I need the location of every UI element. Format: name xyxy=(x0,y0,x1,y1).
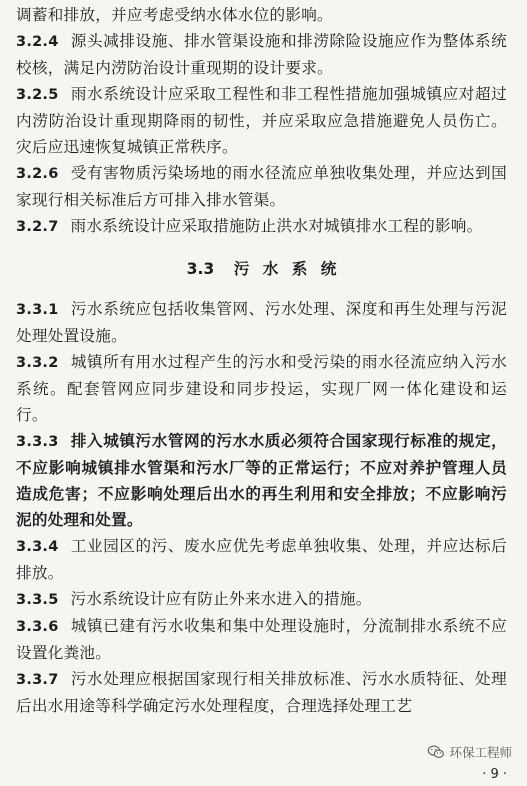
clause-paragraph xyxy=(16,2,507,28)
wechat-icon xyxy=(427,745,445,759)
clause-text: 雨水系统设计应采取工程性和非工程性措施加强城镇应对超过内涝防治设计重现期降雨的韧性，并应采取应急措施避免人员伤亡。灾后应迅速恢复城镇正常秩序。 xyxy=(16,85,507,156)
clause-text: 工业园区的污、废水应优先考虑单独收集、处理，并应达标后排放。 xyxy=(16,537,507,582)
watermark-text: 环保工程师 xyxy=(449,745,512,760)
clause-number: 3.3.4 xyxy=(16,539,59,555)
clause-number: 3.2.4 xyxy=(16,34,59,50)
clause-text: 受有害物质污染场地的雨水径流应单独收集处理，并应达到国家现行相关标准后方可排入排水管渠。 xyxy=(16,164,507,209)
clause-paragraph xyxy=(16,666,507,719)
clause-text: 雨水系统设计应采取措施防止洪水对城镇排水工程的影响。 xyxy=(70,217,483,235)
clause-text: 源头减排设施、排水管渠设施和排涝除险设施应作为整体系统校核，满足内涝防治设计重现期的设计要求。 xyxy=(16,32,507,77)
clause-text: 污水系统应包括收集管网、污水处理、深度和再生处理与污泥处理处置设施。 xyxy=(16,300,507,345)
clause-paragraph xyxy=(16,428,507,533)
clause-text: 污水系统设计应有防止外来水进入的措施。 xyxy=(70,590,372,608)
section-3-3-body xyxy=(0,296,527,719)
clause-text: 城镇已建有污水收集和集中处理设施时，分流制排水系统不应设置化粪池。 xyxy=(16,617,507,662)
clause-number: 3.3.6 xyxy=(16,619,59,635)
clause-text: 排入城镇污水管网的污水水质必须符合国家现行标准的规定，不应影响城镇排水管渠和污水厂等的正常运行；不应对养护管理人员造成危害；不应影响处理后出水的再生利用和安全排放；不应影响污泥的处理和处置。 xyxy=(16,431,507,529)
clause-number: 3.2.7 xyxy=(16,219,59,235)
section-3-2-continued xyxy=(0,0,527,240)
clause-number: 3.2.5 xyxy=(16,87,59,103)
clause-paragraph xyxy=(16,586,507,613)
clause-paragraph xyxy=(16,28,507,81)
clause-number: 3.2.6 xyxy=(16,166,59,182)
section-number: 3.3 xyxy=(186,260,215,278)
clause-number: 3.3.7 xyxy=(16,672,59,688)
clause-paragraph xyxy=(16,296,507,349)
clause-paragraph xyxy=(16,213,507,240)
clause-text: 调蓄和排放，并应考虑受纳水体水位的影响。 xyxy=(16,6,333,24)
clause-text: 污水处理应根据国家现行相关排放标准、污水水质特征、处理后出水用途等科学确定污水处理程度，合理选择处理工艺 xyxy=(16,670,507,715)
watermark xyxy=(424,742,515,762)
clause-text: 城镇所有用水过程产生的污水和受污染的雨水径流应纳入污水系统。配套管网应同步建设和同步投运，实现厂网一体化建设和运行。 xyxy=(16,353,507,424)
clause-paragraph xyxy=(16,613,507,666)
section-heading xyxy=(0,256,527,282)
clause-number: 3.3.2 xyxy=(16,355,59,371)
clause-number: 3.3.1 xyxy=(16,302,59,318)
clause-paragraph xyxy=(16,349,507,428)
clause-number: 3.3.3 xyxy=(16,434,59,450)
clause-paragraph xyxy=(16,160,507,213)
page-number: · 9 · xyxy=(482,767,507,782)
section-title-text: 污 水 系 统 xyxy=(233,260,341,278)
clause-paragraph xyxy=(16,533,507,586)
clause-paragraph xyxy=(16,81,507,160)
clause-number: 3.3.5 xyxy=(16,592,59,608)
